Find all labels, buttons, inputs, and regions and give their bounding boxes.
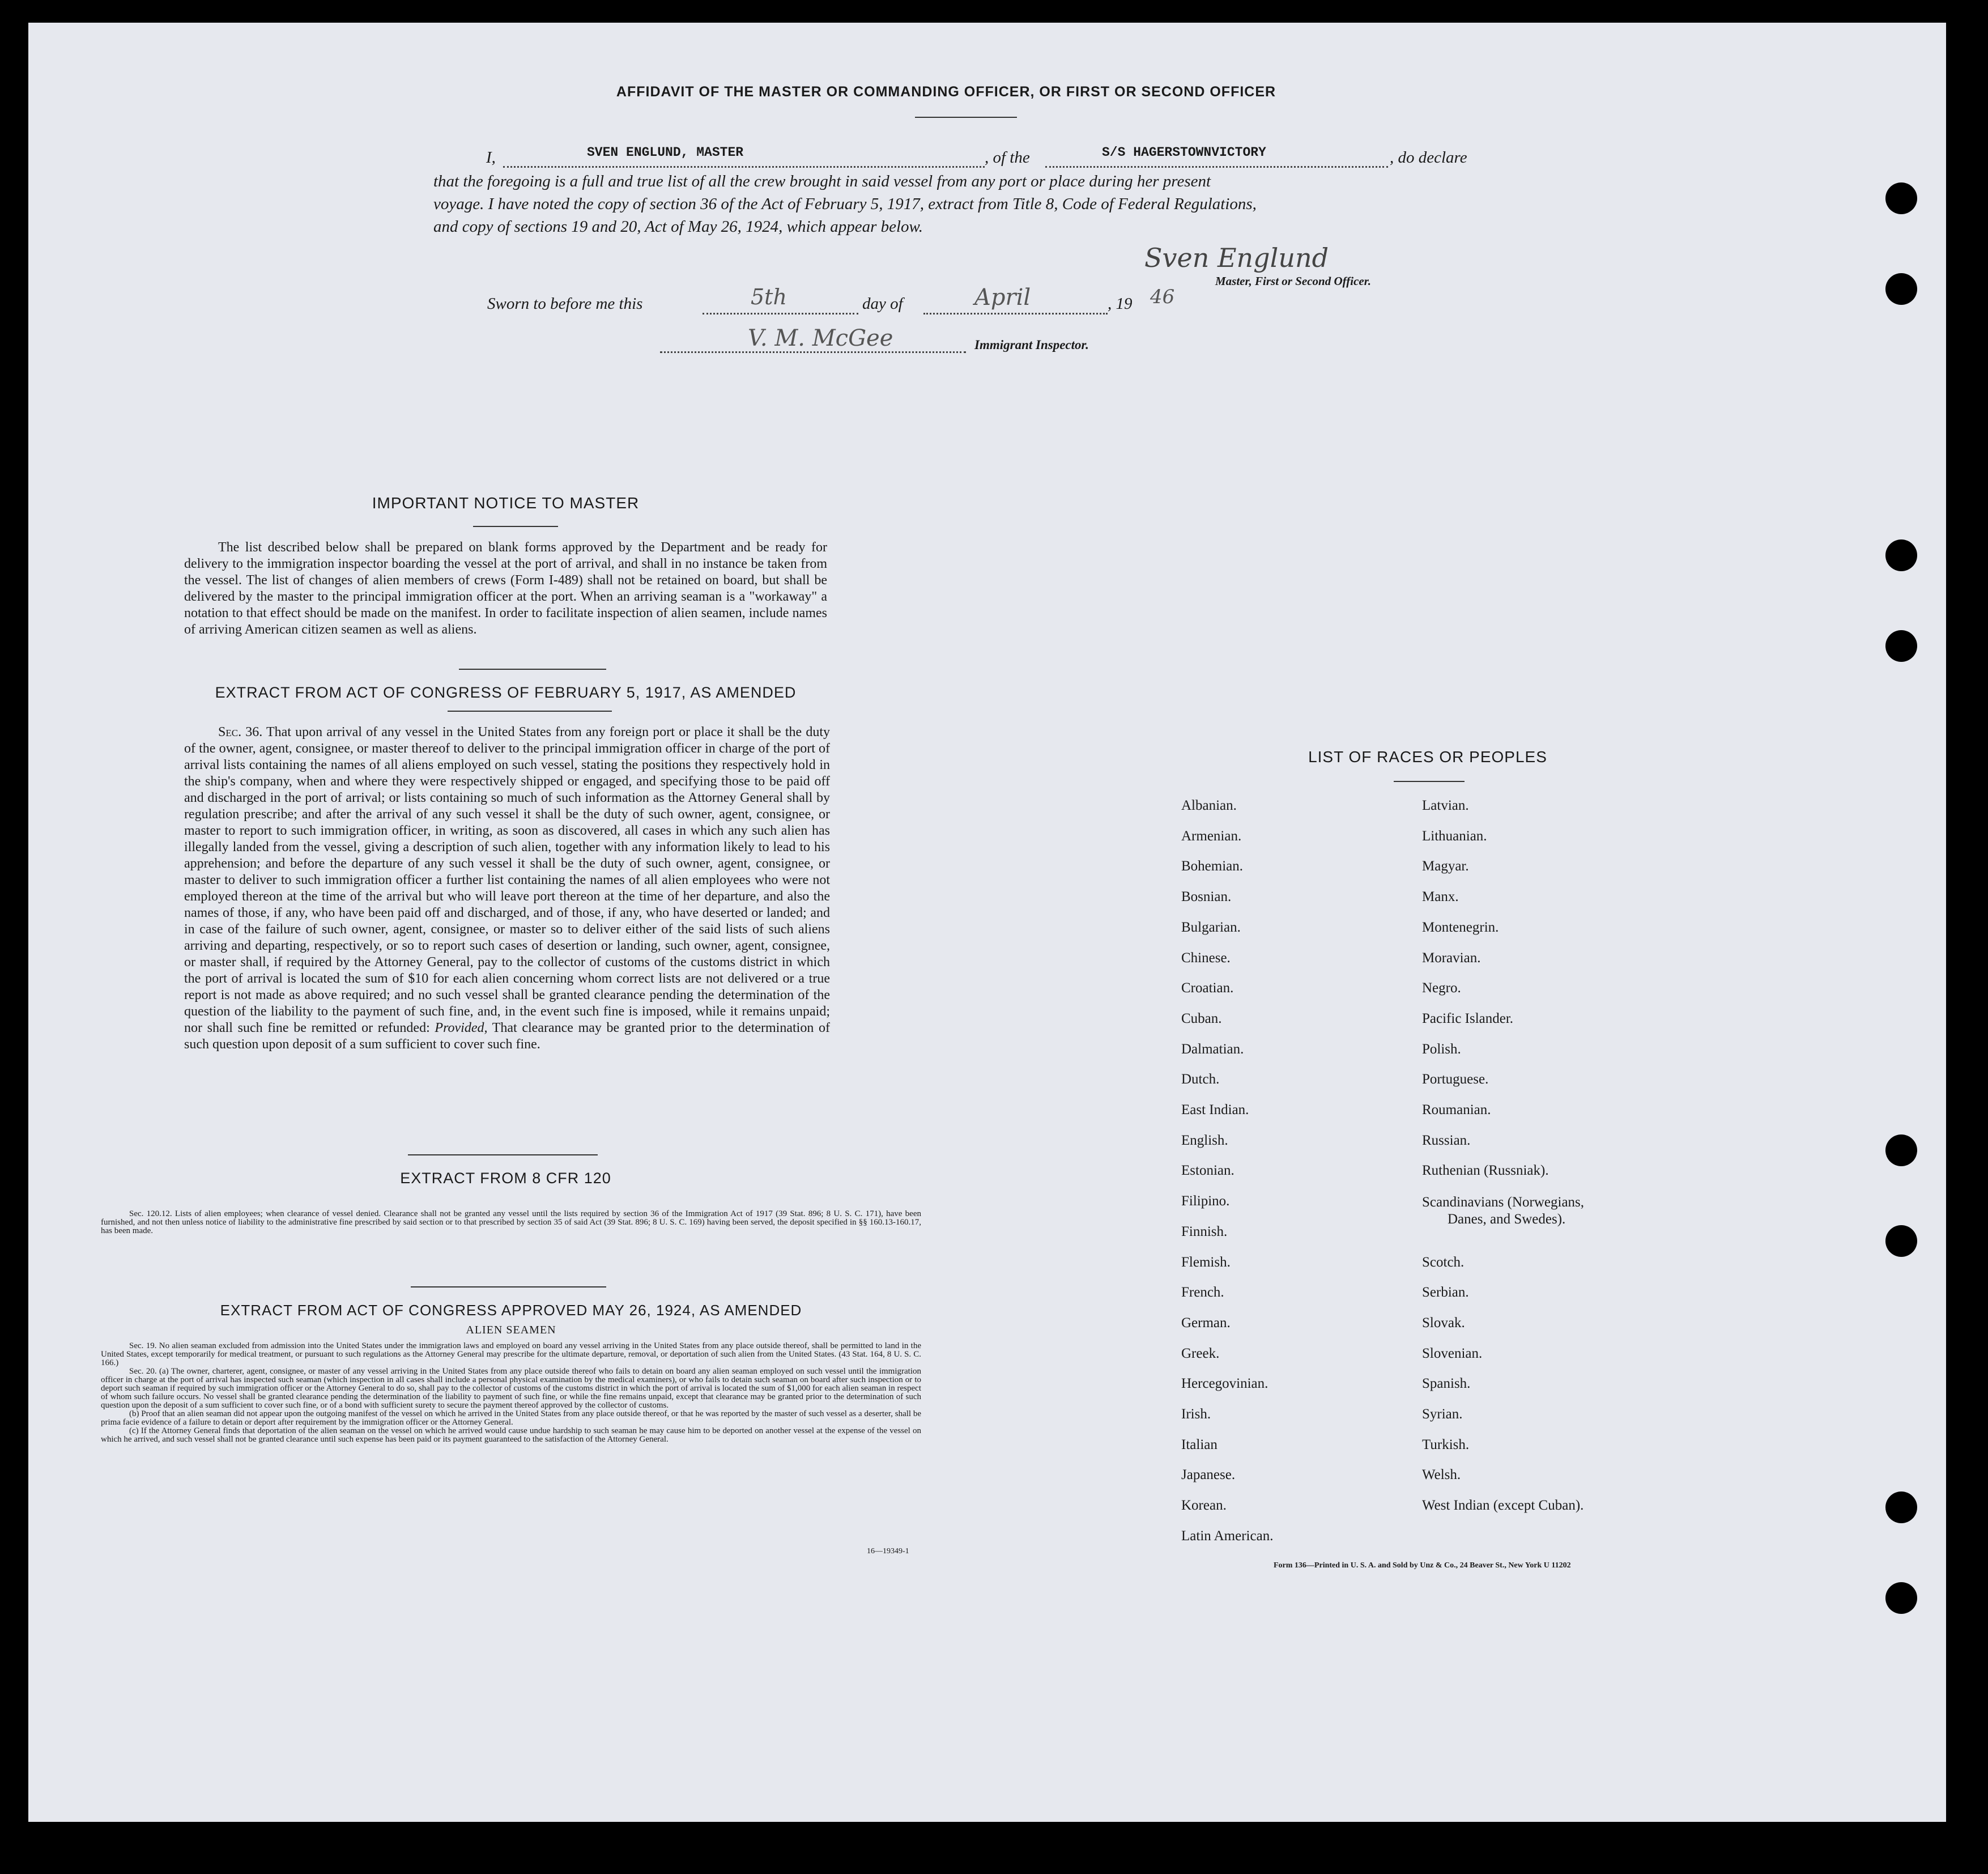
vessel-name-line (1045, 166, 1388, 168)
notice-text-block (184, 539, 827, 638)
races-title: LIST OF RACES OR PEOPLES (1308, 748, 1547, 766)
race-item: German. (1181, 1315, 1231, 1331)
race-item: Bulgarian. (1181, 920, 1241, 935)
affidavit-line-2: that the foregoing is a full and true list of all the crew brought in said vessel from any port or place during her present (433, 172, 1211, 190)
notice-title: IMPORTANT NOTICE TO MASTER (372, 494, 640, 512)
race-item: Irish. (1181, 1406, 1211, 1422)
race-item: Latvian. (1422, 798, 1469, 813)
master-signature: Sven Englund (1144, 243, 1329, 273)
extract-1917-title: EXTRACT FROM ACT OF CONGRESS OF FEBRUARY 5, 1917, AS AMENDED (215, 684, 797, 701)
extract-1924-block (101, 1342, 921, 1444)
race-item: Cuban. (1181, 1011, 1222, 1026)
month-value: April (974, 284, 1031, 311)
race-item: Flemish. (1181, 1255, 1231, 1270)
race-item: Albanian. (1181, 798, 1237, 813)
race-item: Bosnian. (1181, 889, 1232, 904)
inspector-signature: V. M. McGee (748, 325, 893, 351)
form-code: 16—19349-1 (867, 1547, 909, 1556)
year-prefix: , 19 (1108, 295, 1133, 313)
race-item: Scotch. (1422, 1255, 1465, 1270)
race-item: Croatian. (1181, 980, 1234, 996)
races-rule (1394, 781, 1465, 782)
extract-1917-block (184, 724, 830, 1053)
race-item: Turkish. (1422, 1437, 1470, 1452)
master-title-label: Master, First or Second Officer. (1215, 274, 1371, 288)
affidavit-title: AFFIDAVIT OF THE MASTER OR COMMANDING OFFICER, OR FIRST OR SECOND OFFICER (616, 84, 1276, 100)
race-item: Ruthenian (Russniak). (1422, 1163, 1549, 1178)
affidavit-line-4: and copy of sections 19 and 20, Act of May 26, 1924, which appear below. (433, 218, 923, 236)
race-item: English. (1181, 1133, 1228, 1148)
race-item: Bohemian. (1181, 859, 1244, 874)
race-item: Negro. (1422, 980, 1461, 996)
of-the-label: , of the (985, 148, 1030, 167)
punch-hole (1885, 1491, 1917, 1523)
race-item: Pacific Islander. (1422, 1011, 1514, 1026)
race-item: Greek. (1181, 1346, 1220, 1361)
extract-cfr-title: EXTRACT FROM 8 CFR 120 (400, 1170, 611, 1187)
race-item: Hercegovinian. (1181, 1376, 1268, 1391)
race-item: Manx. (1422, 889, 1459, 904)
race-item: Danes, and Swedes). (1448, 1212, 1566, 1227)
master-name-field: SVEN ENGLUND, MASTER (587, 145, 744, 160)
form-footer: Form 136—Printed in U. S. A. and Sold by Unz & Co., 24 Beaver St., New York U 11202 (1274, 1561, 1571, 1570)
master-name-line (503, 166, 985, 168)
race-item: Roumanian. (1422, 1102, 1491, 1117)
race-item: Latin American. (1181, 1528, 1274, 1544)
punch-hole (1885, 273, 1917, 305)
race-item: Dutch. (1181, 1072, 1220, 1087)
sec-36-text-end: That clearance may be granted prior to the determination of such question upon deposit of a sum sufficient to cover such fine. (184, 1021, 830, 1052)
race-item: Italian (1181, 1437, 1218, 1452)
punch-hole (1885, 1225, 1917, 1257)
race-item: West Indian (except Cuban). (1422, 1498, 1584, 1513)
month-line (923, 313, 1108, 315)
punch-hole (1885, 1582, 1917, 1614)
affidavit-line-3: voyage. I have noted the copy of section 36 of the Act of February 5, 1917, extract from Title 8, Code of Federal Regulations, (433, 195, 1257, 213)
day-of-label: day of (862, 295, 903, 313)
provided-word: Provided, (435, 1021, 488, 1035)
extract-1917-bottom-rule (408, 1154, 598, 1155)
notice-bottom-rule (459, 669, 606, 670)
do-declare-label: , do declare (1390, 148, 1467, 167)
race-item: Spanish. (1422, 1376, 1471, 1391)
race-item: Dalmatian. (1181, 1042, 1244, 1057)
punch-hole (1885, 539, 1917, 571)
race-item: Russian. (1422, 1133, 1471, 1148)
extract-1924-title: EXTRACT FROM ACT OF CONGRESS APPROVED MAY 26, 1924, AS AMENDED (220, 1302, 802, 1319)
notice-rule (473, 526, 558, 527)
extract-1917-rule (448, 711, 612, 712)
year-value: 46 (1150, 286, 1175, 308)
sec-36-label: Sec. 36. (218, 725, 263, 740)
race-item: Serbian. (1422, 1285, 1469, 1300)
sec-20a-text: Sec. 20. (a) The owner, charterer, agent, consignee, or master of any vessel arriving in the United States from any place outside thereof who fails to detain on board any alien seaman employed on such vessel until the immigration officer in charge at the port of arrival has inspected such seaman (which inspection in all cases shall include a personal physical examination by the medical examiners), or who fails to detain such seaman on board after such inspection or to deport such seaman if required by such immigration officer or the Attorney General to do so, shall pay to the collector of customs of the customs district in which the port of arrival is located the sum of $1,000 for each alien seaman in respect of whom such failure occurs. No vessel shall be granted clearance pending the determination of the liability to payment of such fine, or while the fine remains unpaid, except that clearance may be granted prior to the determination of such question upon the deposit of a sum sufficient to cover such fine, or of a bond with sufficient surety to secure the payment thereof approved by the collector of customs. (101, 1367, 921, 1410)
day-value: 5th (751, 284, 787, 309)
race-item: Armenian. (1181, 828, 1242, 844)
sec-19-text: Sec. 19. No alien seaman excluded from admission into the United States under the immigration laws and employed on board any vessel arriving in the United States from any place outside thereof, shall be permitted to land in the United States, except temporarily for medical treatment, or pursuant to such regulations as the Attorney General may prescribe for the ultimate departure, removal, or deportation of such alien from the United States. (43 Stat. 164, 8 U. S. C. 166.) (101, 1341, 921, 1367)
race-item: Magyar. (1422, 859, 1469, 874)
sworn-label: Sworn to before me this (487, 295, 643, 313)
race-item: Portuguese. (1422, 1072, 1489, 1087)
race-item: Slovenian. (1422, 1346, 1483, 1361)
race-item: Slovak. (1422, 1315, 1465, 1331)
sec-36-text: That upon arrival of any vessel in the United States from any foreign port or place it shall be the duty of the owner, agent, consignee, or master thereof to deliver to the principal immigration officer in charge of the port of arrival lists containing the names of all aliens employed on such vessel, stating the positions they respectively hold in the ship's company, when and where they were respectively shipped or engaged, and specifying those to be paid off and discharged in the port of arrival; or lists containing so much of such information as the Attorney General shall by regulation prescribe; and after the arrival of any such vessel it shall be the duty of such owner, agent, consignee, or master to report to such immigration officer, in writing, as soon as discovered, all cases in which any such alien has illegally landed from the vessel, giving a description of such alien, together with any information likely to lead to his apprehension; and before the departure of any such vessel it shall be the duty of such owner, agent, consignee, or master to deliver to such immigration officer a further list containing the names of all alien employees who were not employed thereon at the time of the arrival but who will leave port thereon at the time of her departure, and also the names of those, if any, who have been paid off and discharged, and of those, if any, who have deserted or landed; and in case of the failure of such owner, agent, consignee, or master so to deliver either of the said lists of such aliens arriving and departing, respectively, or so to report such cases of desertion or landing, such owner, agent, consignee, or master shall, if required by the Attorney General, pay to the collector of customs of the customs district in which the port of arrival is located the sum of $10 for each alien concerning whom correct lists are not delivered or a true report is not made as above required; and no such vessel shall be granted clearance pending the determination of the question of the liability to the payment of such fine, and, in the event such fine is imposed, while it remains unpaid; nor shall such fine be remitted or refunded: (184, 725, 830, 1035)
notice-text: The list described below shall be prepared on blank forms approved by the Department and be ready for delivery to the immigration inspector boarding the vessel at the port of arrival, and shall in no instance be taken from the vessel. The list of changes of alien members of crews (Form I-489) shall not be retained on board, but shall be delivered by the master to the principal immigration officer at the port. When an arriving seaman is a "workaway" a notation to that effect should be made on the manifest. In order to facilitate inspection of alien seamen, include names of arriving American citizen seamen as well as aliens. (184, 540, 827, 637)
race-item: Estonian. (1181, 1163, 1234, 1178)
race-item: Welsh. (1422, 1467, 1461, 1482)
race-item: Filipino. (1181, 1193, 1230, 1209)
race-item: French. (1181, 1285, 1224, 1300)
sec-20b-text: (b) Proof that an alien seaman did not appear upon the outgoing manifest of the vessel on which he arrived in the United States from any place outside thereof, or that he was reported by the master of such vessel as a deserter, shall be prima facie evidence of a failure to detain or deport after requirement by the immigration officer or the Attorney General. (101, 1409, 921, 1427)
race-item: Moravian. (1422, 950, 1481, 966)
race-item: East Indian. (1181, 1102, 1249, 1117)
race-item: Syrian. (1422, 1406, 1463, 1422)
sec-20c-text: (c) If the Attorney General finds that deportation of the alien seaman on the vessel on which he arrived would cause undue hardship to such seaman he may cause him to be deported on another vessel at the expense of the vessel on which he arrived, and such vessel shall not be granted clearance until such expense has been paid or its payment guaranteed to the satisfaction of the Attorney General. (101, 1426, 921, 1444)
inspector-label: Immigrant Inspector. (974, 338, 1089, 352)
race-item: Scandinavians (Norwegians, (1422, 1195, 1585, 1210)
inspector-line (660, 351, 966, 353)
race-item: Japanese. (1181, 1467, 1236, 1482)
title-rule (915, 117, 1017, 118)
punch-hole (1885, 630, 1917, 662)
race-item: Montenegrin. (1422, 920, 1499, 935)
extract-cfr-block (101, 1210, 921, 1235)
extract-cfr-bottom-rule (411, 1286, 606, 1287)
affidavit-i-label: I, (486, 148, 496, 167)
punch-hole (1885, 1134, 1917, 1166)
race-item: Finnish. (1181, 1224, 1228, 1239)
punch-hole (1885, 182, 1917, 214)
race-item: Chinese. (1181, 950, 1231, 966)
race-item: Korean. (1181, 1498, 1227, 1513)
vessel-name-field: S/S HAGERSTOWNVICTORY (1102, 145, 1266, 160)
extract-cfr-text: Sec. 120.12. Lists of alien employees; when clearance of vessel denied. Clearance shall not be granted any vessel until the lists required by section 36 of the Immigration Act of 1917 (39 Stat. 896; 8 U. S. C. 171), have been furnished, and not then unless notice of liability to the administrative fine prescribed by said section or to that prescribed by section 35 of said Act (39 Stat. 896; 8 U. S. C. 169) having been served, the deposit specified in §§ 160.13-160.17, has been made. (101, 1209, 921, 1235)
race-item: Lithuanian. (1422, 828, 1487, 844)
day-line (703, 313, 858, 315)
race-item: Polish. (1422, 1042, 1461, 1057)
extract-1924-subtitle: ALIEN SEAMEN (466, 1324, 556, 1336)
